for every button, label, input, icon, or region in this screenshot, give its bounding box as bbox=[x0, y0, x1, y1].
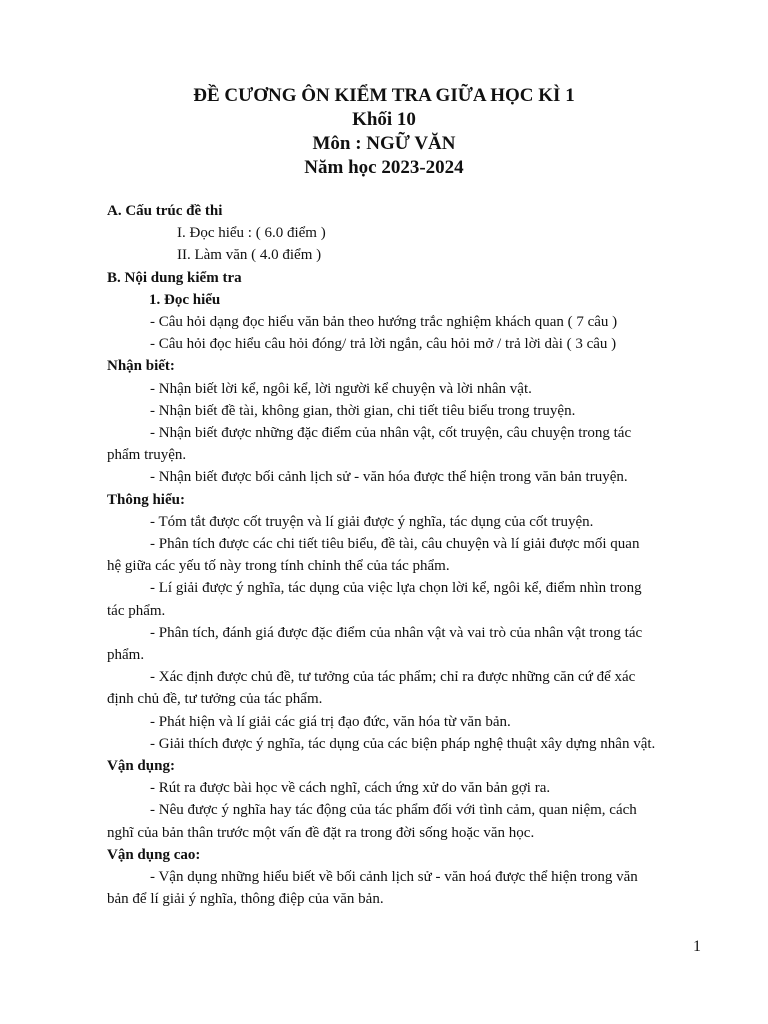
bullet-item: - Nhận biết đề tài, không gian, thời gian, chi tiết tiêu biểu trong truyện. bbox=[150, 402, 576, 419]
bullet-item-continuation: bản để lí giải ý nghĩa, thông điệp của văn bản. bbox=[107, 891, 384, 908]
reading-intro-item: - Câu hỏi đọc hiểu câu hỏi đóng/ trả lời ngắn, câu hỏi mở / trả lời dài ( 3 câu ) bbox=[150, 336, 617, 353]
bullet-item: - Phân tích, đánh giá được đặc điểm của nhân vật và vai trò của nhân vật trong tác bbox=[150, 624, 643, 641]
section-a-item: II. Làm văn ( 4.0 điểm ) bbox=[177, 247, 322, 264]
section-b-heading: B. Nội dung kiểm tra bbox=[107, 269, 242, 286]
competency-groups bbox=[107, 355, 707, 910]
document-header bbox=[0, 84, 768, 180]
bullet-item: - Giải thích được ý nghĩa, tác dụng của các biện pháp nghệ thuật xây dựng nhân vật. bbox=[150, 735, 656, 752]
section-a-heading: A. Cấu trúc đề thi bbox=[107, 203, 223, 219]
bullet-item: - Phân tích được các chi tiết tiêu biểu, đề tài, câu chuyện và lí giải được mối quan bbox=[150, 536, 640, 553]
reading-subheading: 1. Đọc hiểu bbox=[149, 291, 221, 308]
bullet-item: - Rút ra được bài học về cách nghĩ, cách ứng xử do văn bản gợi ra. bbox=[150, 780, 551, 797]
page-number: 1 bbox=[693, 938, 701, 955]
bullet-item: - Nêu được ý nghĩa hay tác động của tác phẩm đối với tình cảm, quan niệm, cách bbox=[150, 802, 637, 819]
bullet-item-continuation: phẩm. bbox=[107, 647, 145, 664]
bullet-item: - Nhận biết được những đặc điểm của nhân vật, cốt truyện, câu chuyện trong tác bbox=[150, 425, 632, 442]
subject-line: Môn : NGỮ VĂN bbox=[312, 133, 456, 154]
school-year-line: Năm học 2023-2024 bbox=[304, 157, 464, 178]
document-body bbox=[107, 200, 707, 911]
reading-intro-item: - Câu hỏi dạng đọc hiểu văn bản theo hướng trắc nghiệm khách quan ( 7 câu ) bbox=[150, 314, 618, 331]
nhan-biet-heading: Nhận biết: bbox=[107, 358, 175, 375]
bullet-item: - Lí giải được ý nghĩa, tác dụng của việc lựa chọn lời kể, ngôi kể, điểm nhìn trong bbox=[150, 580, 642, 597]
bullet-item: - Nhận biết được bối cảnh lịch sử - văn hóa được thể hiện trong văn bản truyện. bbox=[150, 469, 628, 486]
bullet-item-continuation: nghĩ của bản thân trước một vấn đề đặt ra trong đời sống hoặc văn học. bbox=[107, 824, 535, 841]
document-title: ĐỀ CƯƠNG ÔN KIỂM TRA GIỮA HỌC KÌ 1 bbox=[193, 85, 575, 106]
bullet-item: - Tóm tắt được cốt truyện và lí giải được ý nghĩa, tác dụng của cốt truyện. bbox=[150, 513, 594, 530]
thong-hieu-heading: Thông hiểu: bbox=[107, 491, 185, 508]
bullet-item: - Vận dụng những hiểu biết về bối cảnh lịch sử - văn hoá được thể hiện trong văn bbox=[150, 869, 638, 886]
van-dung-cao-heading: Vận dụng cao: bbox=[107, 846, 201, 863]
grade-line: Khối 10 bbox=[352, 109, 416, 130]
bullet-item: - Phát hiện và lí giải các giá trị đạo đức, văn hóa từ văn bản. bbox=[150, 713, 511, 730]
bullet-item: - Xác định được chủ đề, tư tưởng của tác phẩm; chỉ ra được những căn cứ để xác bbox=[150, 669, 636, 686]
bullet-item: - Nhận biết lời kể, ngôi kể, lời người kể chuyện và lời nhân vật. bbox=[150, 380, 532, 397]
van-dung-heading: Vận dụng: bbox=[107, 758, 175, 775]
bullet-item-continuation: định chủ đề, tư tưởng của tác phẩm. bbox=[107, 691, 323, 708]
section-a-item: I. Đọc hiểu : ( 6.0 điểm ) bbox=[177, 225, 326, 242]
bullet-item-continuation: hệ giữa các yếu tố này trong tính chỉnh thể của tác phẩm. bbox=[107, 558, 450, 575]
bullet-item-continuation: phẩm truyện. bbox=[107, 447, 187, 464]
bullet-item-continuation: tác phẩm. bbox=[107, 602, 166, 619]
